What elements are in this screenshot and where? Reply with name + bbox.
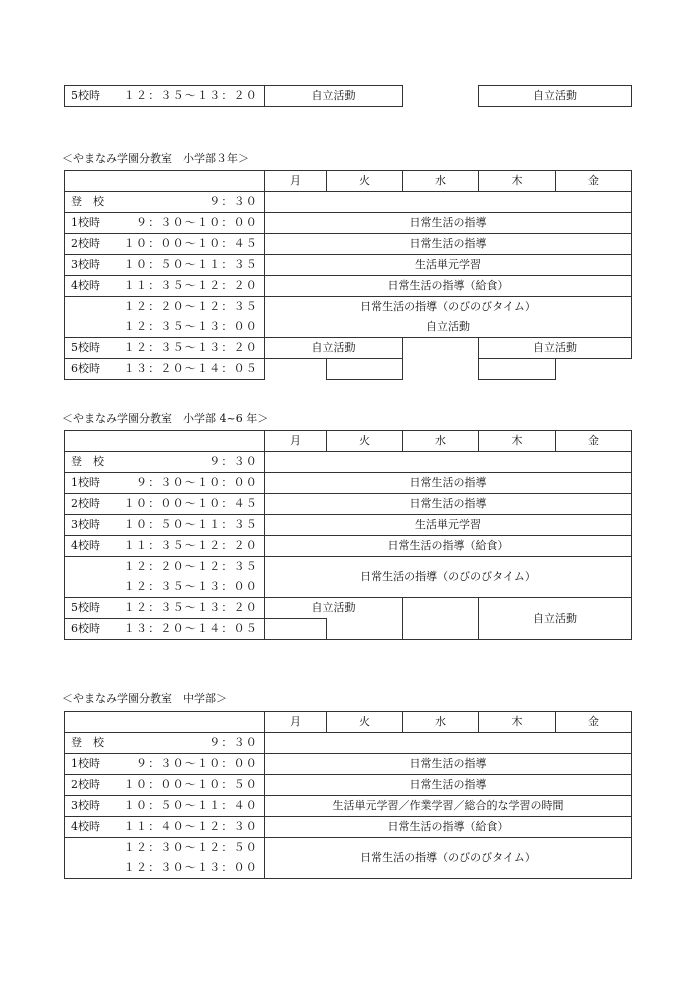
activity-cell: 日常生活の指導（のびのびタイム） [265,557,632,598]
period-label: 登 校 [71,736,104,749]
period-cell [65,838,265,859]
period-cell [65,858,265,879]
period-cell [65,577,265,598]
activity-cell: 日常生活の指導 [265,213,632,234]
day-header: 水 [403,712,479,733]
table-row [65,192,632,213]
top-schedule-fragment [64,85,632,107]
period-cell [65,796,265,817]
period-cell [65,775,265,796]
table-row [65,213,632,234]
table-row [65,515,632,536]
activity-cell: 生活単元学習／作業学習／総合的な学習の時間 [265,796,632,817]
period-cell [65,317,265,338]
day-header: 金 [556,171,632,192]
period-cell [65,234,265,255]
table-row [65,536,632,557]
period-label: 登 校 [71,455,104,468]
table-header-row [65,712,632,733]
period-label: 4校時 [71,820,100,833]
period-time: １０：５０～１１：３５ [123,258,258,271]
day-header: 月 [265,171,327,192]
period-cell [65,86,265,107]
schedule-table-elementary-4-6 [64,430,632,640]
table-header-row [65,171,632,192]
day-header: 月 [265,431,327,452]
period-label: 登 校 [71,195,104,208]
period-time: １３：２０～１４：０５ [123,622,258,635]
period-cell [65,557,265,578]
period-time: １０：００～１０：４５ [123,237,258,250]
activity-cell: 自立活動 [265,86,403,107]
activity-cell: 日常生活の指導（のびのびタイム） [265,297,632,318]
table-row [65,276,632,297]
period-time: １０：５０～１１：４０ [123,799,258,812]
activity-cell: 自立活動 [265,317,632,338]
activity-cell: 自立活動 [265,598,403,619]
day-header: 水 [403,431,479,452]
period-cell [65,276,265,297]
table-row [65,452,632,473]
period-cell [65,754,265,775]
table-row [65,338,632,359]
table-header-row [65,431,632,452]
period-cell [65,733,265,754]
period-cell [65,192,265,213]
day-header: 木 [479,712,556,733]
day-header: 火 [327,171,403,192]
activity-cell: 自立活動 [479,598,632,640]
period-label: 5校時 [71,89,100,102]
period-time: １１：４０～１２：３０ [123,820,258,833]
period-cell [65,536,265,557]
period-cell [65,619,265,640]
period-label: 6校時 [71,362,100,375]
table-row [65,255,632,276]
activity-cell: 日常生活の指導 [265,234,632,255]
table-row [65,234,632,255]
section-title: ＜やまなみ学園分教室 小学部 4~6 年＞ [62,412,269,425]
day-header: 金 [556,712,632,733]
table-row [65,359,632,380]
period-time: ９：３０～１０：００ [136,216,258,229]
table-row [65,317,632,338]
day-header: 木 [479,431,556,452]
schedule-table-junior-high [64,711,632,879]
period-time: １０：００～１０：５０ [123,778,258,791]
period-time: １０：５０～１１：３５ [123,518,258,531]
activity-cell: 生活単元学習 [265,255,632,276]
period-label: 3校時 [71,518,100,531]
activity-cell: 自立活動 [265,338,403,359]
period-cell [65,473,265,494]
table-row [65,557,632,578]
period-cell [65,213,265,234]
period-time: １２：２０～１２：３５ [123,300,258,313]
activity-cell: 日常生活の指導（給食） [265,276,632,297]
period-time: １２：３５～１３：００ [123,320,258,333]
period-time: １１：３５～１２：２０ [123,279,258,292]
day-header: 木 [479,171,556,192]
period-label: 1校時 [71,476,100,489]
table-row [65,796,632,817]
period-label: 3校時 [71,799,100,812]
period-time: ９：３０～１０：００ [136,757,258,770]
period-cell [65,255,265,276]
table-row [65,754,632,775]
day-header: 金 [556,431,632,452]
activity-cell: 日常生活の指導 [265,494,632,515]
day-header: 火 [327,431,403,452]
activity-cell: 生活単元学習 [265,515,632,536]
period-cell [65,452,265,473]
period-time: ９：３０ [209,455,258,468]
period-time: ９：３０～１０：００ [136,476,258,489]
table-row [65,86,632,107]
table-row [65,494,632,515]
period-time: １１：３５～１２：２０ [123,539,258,552]
period-label: 5校時 [71,341,100,354]
day-header: 火 [327,712,403,733]
activity-cell: 日常生活の指導（給食） [265,536,632,557]
day-header: 月 [265,712,327,733]
period-label: 2校時 [71,778,100,791]
period-label: 1校時 [71,216,100,229]
activity-cell: 日常生活の指導（給食） [265,817,632,838]
activity-cell: 日常生活の指導 [265,775,632,796]
period-time: ９：３０ [209,736,258,749]
period-cell [65,494,265,515]
section-title: ＜やまなみ学園分教室 小学部３年＞ [62,152,249,165]
period-label: 4校時 [71,279,100,292]
period-time: １２：３５～１３：２０ [123,89,258,102]
period-time: １２：２０～１２：３５ [123,560,258,573]
period-time: ９：３０ [209,195,258,208]
table-row [65,817,632,838]
period-time: １２：３０～１３：００ [123,861,258,874]
period-time: １２：３５～１３：２０ [123,341,258,354]
activity-cell: 自立活動 [479,86,632,107]
activity-cell: 日常生活の指導（のびのびタイム） [265,838,632,879]
period-label: 2校時 [71,497,100,510]
table-row [65,473,632,494]
period-time: １２：３０～１２：５０ [123,841,258,854]
period-cell [65,598,265,619]
period-cell [65,359,265,380]
table-row [65,838,632,859]
section-title: ＜やまなみ学園分教室 中学部＞ [62,692,227,705]
period-cell [65,297,265,318]
table-row [65,297,632,318]
activity-cell: 日常生活の指導 [265,754,632,775]
activity-cell: 自立活動 [479,338,632,359]
schedule-table-elementary-3 [64,170,632,380]
table-row [65,733,632,754]
period-time: １３：２０～１４：０５ [123,362,258,375]
table-row [65,775,632,796]
period-label: 1校時 [71,757,100,770]
period-label: 2校時 [71,237,100,250]
period-label: 3校時 [71,258,100,271]
period-cell [65,817,265,838]
period-label: 6校時 [71,622,100,635]
period-time: １２：３５～１３：００ [123,580,258,593]
period-time: １２：３５～１３：２０ [123,601,258,614]
period-time: １０：００～１０：４５ [123,497,258,510]
period-label: 4校時 [71,539,100,552]
activity-cell: 日常生活の指導 [265,473,632,494]
period-cell [65,515,265,536]
period-cell [65,338,265,359]
day-header: 水 [403,171,479,192]
period-label: 5校時 [71,601,100,614]
table-row [65,598,632,619]
